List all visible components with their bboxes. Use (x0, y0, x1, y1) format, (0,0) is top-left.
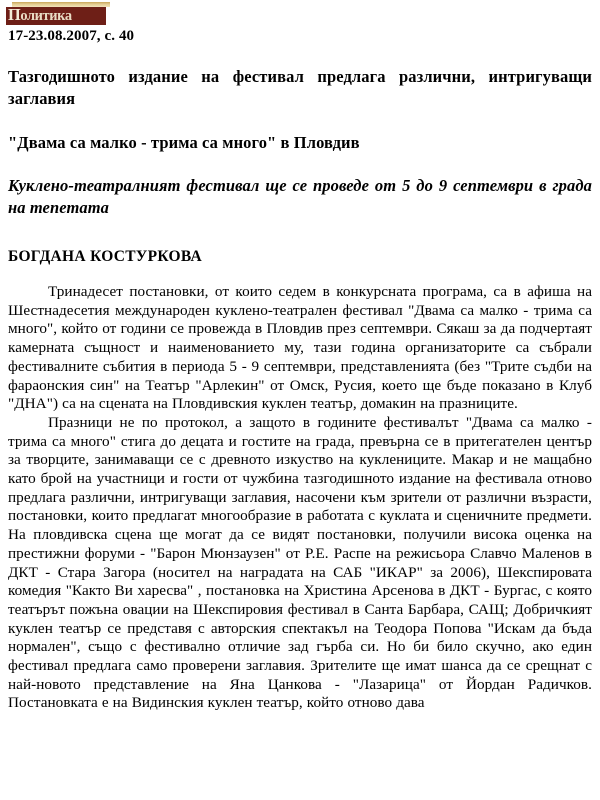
masthead-remainder: олитика (20, 8, 72, 24)
publication-masthead (6, 2, 110, 25)
masthead-title (8, 7, 100, 24)
article-body (8, 283, 592, 713)
article-kicker: Тазгодишното издание на фестивал предлага различни, интригуващи заглавия (8, 67, 592, 108)
article-paragraph: Тринадесет постановки, от които седем в конкурсната програма, са в афиша на Шестнадесетия международен куклено-театрален фестивал "Двама са малко - трима са много", който от години се провежда в Пловдив през септември. Сякаш за да подчертаят камерната същност и наименованието му, тази година организаторите са събрали фестивалните събития в периода 5 - 9 септември, представленията (без "Трите съдби на фараонския син" на Театър "Арлекин" от Омск, Русия, което ще бъде показано в Клуб "ДНА") са на сцената на Пловдивския куклен театър, домакин на празниците. (8, 283, 592, 413)
issue-dateline: 17-23.08.2007, с. 40 (8, 28, 135, 44)
article-paragraph: Празници не по протокол, а защото в годините фестивалът "Двама са малко - трима са много" стига до децата и гостите на града, превърна се в притегателен център за творците, занимаващи се с древното изкуство на куклениците. Макар и не мащабно като брой на участници и гости от чужбина тазгодишното издание на фестивала отново предлага различни, интригуващи заглавия, насочени към зрители от различни възрасти, постановки, които предлагат многообразие в работата с куклата и сценичните предмети. На пловдивска сцена ще могат да се видят постановки, получили висока оценка на престижни форуми - "Барон Мюнзаузен" от Р.Е. Распе на режисьора Славчо Маленов в ДКТ - Стара Загора (носител на наградата на САБ "ИКАР" за 2006), Шекспировата комедия "Както Ви харесва" , постановка на Христина Арсенова в ДКТ - Бургас, с която театърът пожъна овации на Шекспировия фестивал в Санта Барбара, САЩ; Добричкият куклен театър се представя с авторския спектакъл на Теодора Попова "Искам да бъда нормален", също с фестивално отличие зад гърба си. Но би било скучно, ако един фестивал предлага само проверени заглавия. Зрителите ще имат шанса да се срещнат с най-новото представление на Яна Цанкова - "Лазарица" от Йордан Радичков. Постановката е на Видинския куклен театър, който отново дава (8, 413, 592, 712)
masthead-initial: П (8, 5, 21, 24)
article-byline: БОГДАНА КОСТУРКОВА (8, 248, 203, 265)
masthead-nameplate (6, 7, 106, 25)
article-headline: "Двама са малко - трима са много" в Пловдив (8, 133, 360, 152)
article-standfirst: Кукленo-театралният фестивал ще се проведе от 5 до 9 септември в града на тепетата (8, 176, 592, 217)
